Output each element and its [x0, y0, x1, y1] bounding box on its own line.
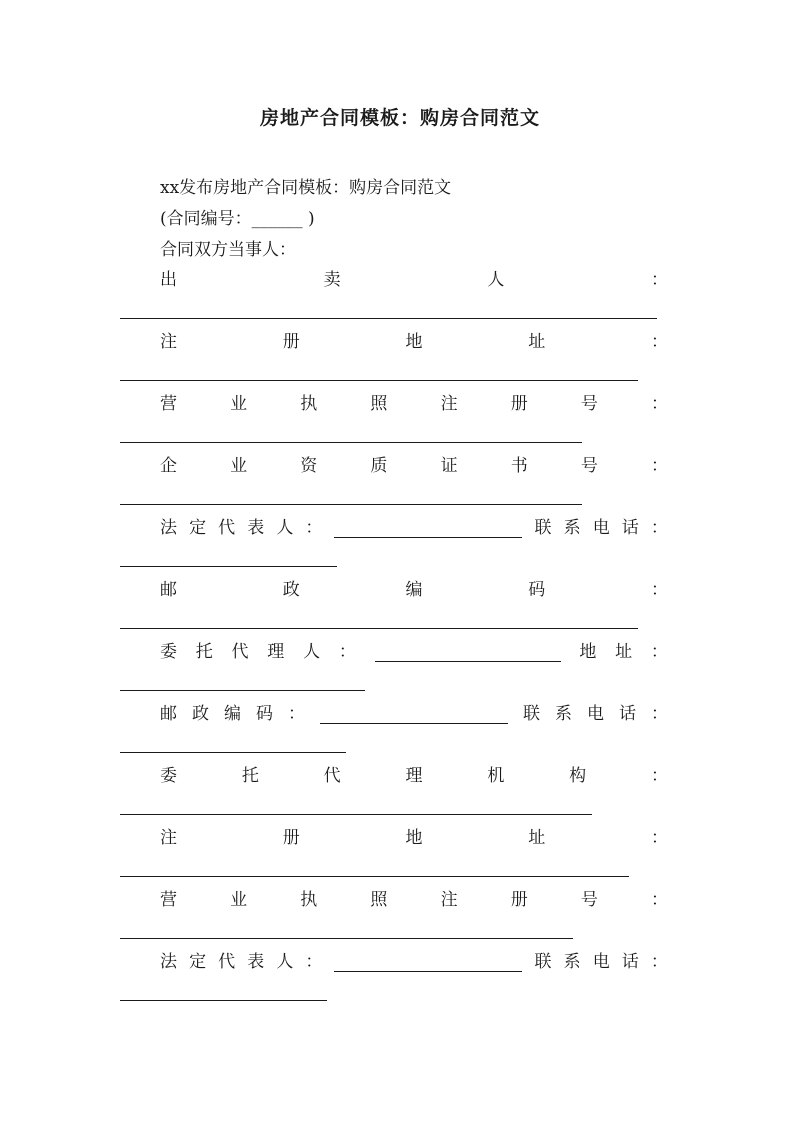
field-qualification-blank[interactable] — [120, 504, 582, 505]
char: 照 — [370, 394, 388, 414]
char: 构 — [569, 766, 587, 786]
char: 代 — [231, 642, 249, 662]
field-phone-blank[interactable] — [120, 566, 337, 567]
char: 注 — [160, 828, 177, 848]
field-agent-phone-blank[interactable] — [120, 752, 346, 753]
char: 编 — [405, 580, 423, 600]
agency-legal-rep-blank[interactable] — [334, 953, 522, 972]
char: 机 — [487, 766, 505, 786]
char: ： — [650, 952, 668, 972]
char: 代 — [323, 766, 341, 786]
legal-rep-blank[interactable] — [334, 519, 522, 538]
char: 注 — [440, 394, 458, 414]
char: ： — [651, 580, 668, 600]
intro-line-contract-number: (合同编号：______ ) — [160, 209, 315, 229]
char: 邮 — [160, 704, 177, 724]
char: 邮 — [160, 580, 177, 600]
char: 注 — [160, 332, 177, 352]
char: 册 — [510, 394, 528, 414]
field-reg-address-blank[interactable] — [120, 380, 638, 381]
char: 系 — [555, 704, 572, 724]
char: 人 — [276, 518, 294, 538]
char: 注 — [440, 890, 458, 910]
char: 定 — [189, 518, 207, 538]
char: 联 — [523, 704, 540, 724]
char: 执 — [300, 394, 318, 414]
field-business-license-label — [160, 392, 668, 416]
field-agency-reg-address-blank[interactable] — [120, 876, 629, 877]
char: ： — [650, 456, 668, 476]
char: 理 — [267, 642, 285, 662]
char: 托 — [195, 642, 213, 662]
char: 地 — [405, 828, 423, 848]
char: ： — [650, 642, 668, 662]
char: ： — [651, 332, 668, 352]
char: 业 — [230, 394, 248, 414]
char: 委 — [160, 642, 177, 662]
char: ： — [288, 704, 305, 724]
char: 址 — [528, 332, 546, 352]
field-agency-legal-rep-row — [160, 950, 668, 974]
field-agent-postcode-row — [160, 702, 668, 726]
char: 出 — [160, 270, 177, 290]
char: 托 — [241, 766, 259, 786]
char: 电 — [587, 704, 604, 724]
char: ： — [338, 642, 356, 662]
char: 代 — [218, 952, 236, 972]
char: ： — [650, 270, 668, 290]
char: 码 — [528, 580, 546, 600]
char: 册 — [510, 890, 528, 910]
char: ： — [305, 952, 323, 972]
char: 资 — [300, 456, 318, 476]
char: 电 — [592, 952, 610, 972]
field-seller-blank[interactable] — [120, 318, 657, 319]
field-agency-phone-blank[interactable] — [120, 1000, 327, 1001]
char: 照 — [370, 890, 388, 910]
char: 法 — [160, 952, 177, 972]
char: ： — [650, 518, 668, 538]
char: 法 — [160, 518, 177, 538]
char: 系 — [563, 518, 581, 538]
field-agency-blank[interactable] — [120, 814, 592, 815]
char: 委 — [160, 766, 177, 786]
char: 号 — [580, 394, 598, 414]
char: 册 — [282, 332, 300, 352]
intro-line-publisher: xx发布房地产合同模板：购房合同范文 — [160, 178, 452, 198]
char: 书 — [510, 456, 528, 476]
char: 系 — [563, 952, 581, 972]
char: 理 — [405, 766, 423, 786]
char: ： — [650, 890, 668, 910]
char: 号 — [580, 890, 598, 910]
char: 卖 — [323, 270, 341, 290]
char: ： — [650, 394, 668, 414]
char: ： — [305, 518, 323, 538]
char: 政 — [192, 704, 209, 724]
char: 联 — [534, 952, 552, 972]
char: 址 — [528, 828, 546, 848]
char: 电 — [592, 518, 610, 538]
char: 证 — [440, 456, 458, 476]
field-agent-address-blank[interactable] — [120, 690, 365, 691]
field-agency-label — [160, 764, 668, 788]
char: 话 — [621, 518, 639, 538]
char: 人 — [303, 642, 321, 662]
char: 号 — [580, 456, 598, 476]
intro-line-parties: 合同双方当事人： — [160, 240, 296, 260]
field-agent-row — [160, 640, 668, 664]
char: 册 — [282, 828, 300, 848]
char: 代 — [218, 518, 236, 538]
char: ： — [651, 704, 668, 724]
char: 业 — [230, 456, 248, 476]
char: 表 — [247, 518, 265, 538]
char: 营 — [160, 890, 177, 910]
agent-postcode-blank[interactable] — [320, 705, 508, 724]
field-qualification-label — [160, 454, 668, 478]
field-reg-address-label — [160, 330, 668, 354]
char: 质 — [370, 456, 388, 476]
char: 编 — [224, 704, 241, 724]
char: 人 — [487, 270, 505, 290]
char: 政 — [282, 580, 300, 600]
char: 址 — [615, 642, 633, 662]
char: 表 — [247, 952, 265, 972]
field-legal-rep-row — [160, 516, 668, 540]
char: 执 — [300, 890, 318, 910]
field-business-license-blank[interactable] — [120, 442, 582, 443]
field-postcode-blank[interactable] — [120, 628, 638, 629]
char: 话 — [621, 952, 639, 972]
char: 联 — [534, 518, 552, 538]
char: 定 — [189, 952, 207, 972]
char: 地 — [579, 642, 597, 662]
field-seller-label — [160, 268, 668, 292]
document-title: 房地产合同模板：购房合同范文 — [259, 107, 540, 129]
char: 企 — [160, 456, 177, 476]
char: 地 — [405, 332, 423, 352]
char: 码 — [256, 704, 273, 724]
char: ： — [650, 766, 668, 786]
field-agency-license-blank[interactable] — [120, 938, 573, 939]
char: 人 — [276, 952, 294, 972]
field-agency-license-label — [160, 888, 668, 912]
char: 营 — [160, 394, 177, 414]
char: ： — [651, 828, 668, 848]
char: 业 — [230, 890, 248, 910]
agent-blank[interactable] — [375, 643, 561, 662]
char: 话 — [619, 704, 636, 724]
field-agency-reg-address-label — [160, 826, 668, 850]
field-postcode-label — [160, 578, 668, 602]
